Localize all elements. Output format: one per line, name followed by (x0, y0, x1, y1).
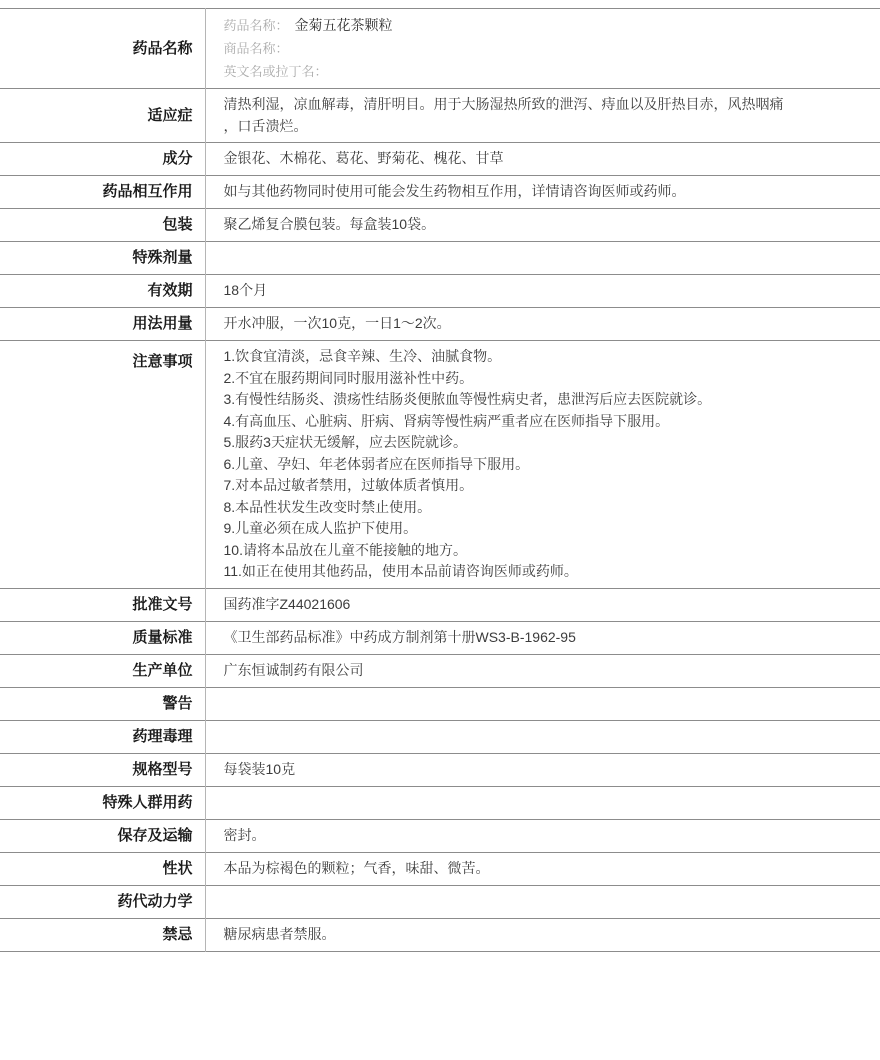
drug-info-table-body (0, 9, 880, 952)
table-row (0, 753, 880, 786)
row-header: 质量标准 (0, 621, 205, 654)
row-header: 特殊人群用药 (0, 786, 205, 819)
row-content (205, 885, 880, 918)
table-row (0, 852, 880, 885)
row-header: 药代动力学 (0, 885, 205, 918)
name-field-line (224, 60, 865, 83)
row-header: 禁忌 (0, 918, 205, 951)
table-row (0, 588, 880, 621)
field-label: 商品名称： (223, 41, 289, 56)
row-header: 保存及运输 (0, 819, 205, 852)
row-header: 药理毒理 (0, 720, 205, 753)
content-line: 金银花、木棉花、葛花、野菊花、槐花、甘草 (223, 150, 504, 167)
row-content (205, 275, 880, 308)
content-line: 广东恒诚制药有限公司 (223, 661, 364, 678)
row-header: 特殊剂量 (0, 242, 205, 275)
row-header: 适应症 (0, 89, 205, 143)
row-header: 性状 (0, 852, 205, 885)
field-value: 金菊五花茶颗粒 (294, 17, 393, 33)
table-row (0, 89, 880, 143)
field-label: 英文名或拉丁名： (223, 64, 328, 79)
content-line: 9.儿童必须在成人监护下使用。 (223, 520, 418, 536)
table-row (0, 918, 880, 951)
row-header: 包装 (0, 209, 205, 242)
content-line: 8.本品性状发生改变时禁止使用。 (223, 498, 432, 515)
drug-info-table (0, 8, 880, 952)
table-row (0, 341, 880, 589)
row-content (205, 918, 880, 951)
table-row (0, 9, 880, 89)
table-row (0, 786, 880, 819)
row-content (205, 341, 880, 589)
row-header: 用法用量 (0, 308, 205, 341)
row-header: 批准文号 (0, 588, 205, 621)
row-content (205, 9, 880, 89)
row-header: 有效期 (0, 275, 205, 308)
row-content (205, 143, 880, 176)
content-line: 18个月 (223, 282, 268, 299)
content-line: 如与其他药物同时使用可能会发生药物相互作用，详情请咨询医师或药师。 (223, 183, 686, 200)
content-line: ，口舌溃烂。 (223, 117, 308, 134)
table-row (0, 308, 880, 341)
content-line: 密封。 (223, 826, 266, 843)
content-line: 10.请将本品放在儿童不能接触的地方。 (223, 541, 467, 558)
content-line: 每袋装10克 (223, 760, 296, 777)
row-header: 注意事项 (0, 341, 205, 589)
content-line: 本品为棕褐色的颗粒；气香，味甜、微苦。 (223, 859, 490, 876)
content-line: 《卫生部药品标准》中药成方制剂第十册WS3-B-1962-95 (223, 628, 576, 645)
row-header: 药品名称 (0, 9, 205, 89)
row-content (205, 753, 880, 786)
content-line: 1.饮食宜清淡，忌食辛辣、生冷、油腻食物。 (223, 348, 502, 364)
content-line: 糖尿病患者禁服。 (223, 925, 336, 942)
row-header: 药品相互作用 (0, 176, 205, 209)
content-line: 7.对本品过敏者禁用，过敏体质者慎用。 (223, 477, 474, 493)
content-line: 4.有高血压、心脏病、肝病、肾病等慢性病严重者应在医师指导下服用。 (223, 412, 670, 429)
content-line: 2.不宜在服药期间同时服用滋补性中药。 (223, 369, 474, 386)
content-line: 3.有慢性结肠炎、溃疡性结肠炎便脓血等慢性病史者，患泄泻后应去医院就诊。 (223, 391, 712, 407)
row-content (205, 176, 880, 209)
table-row (0, 275, 880, 308)
row-content (205, 654, 880, 687)
content-line: 6.儿童、孕妇、年老体弱者应在医师指导下服用。 (223, 455, 530, 472)
row-content (205, 786, 880, 819)
row-content (205, 621, 880, 654)
table-row (0, 687, 880, 720)
row-header: 成分 (0, 143, 205, 176)
row-content (205, 308, 880, 341)
table-row (0, 654, 880, 687)
name-field-line (224, 14, 865, 37)
table-row (0, 209, 880, 242)
row-header: 生产单位 (0, 654, 205, 687)
row-header: 规格型号 (0, 753, 205, 786)
content-line: 开水冲服，一次10克，一日1～2次。 (223, 315, 451, 332)
table-row (0, 242, 880, 275)
row-content (205, 89, 880, 143)
row-content (205, 687, 880, 720)
table-row (0, 819, 880, 852)
table-row (0, 720, 880, 753)
table-row (0, 621, 880, 654)
content-line: 清热利湿，凉血解毒，清肝明目。用于大肠湿热所致的泄泻、痔血以及肝热目赤，风热咽痛 (223, 96, 784, 112)
row-content (205, 819, 880, 852)
content-line: 11.如正在使用其他药品，使用本品前请咨询医师或药师。 (223, 563, 578, 579)
row-content (205, 720, 880, 753)
name-field-line (224, 37, 865, 60)
content-line: 5.服药3天症状无缓解，应去医院就诊。 (223, 434, 467, 450)
row-content (205, 588, 880, 621)
content-line: 聚乙烯复合膜包装。每盒装10袋。 (223, 216, 436, 233)
row-content (205, 242, 880, 275)
table-row (0, 885, 880, 918)
row-content (205, 852, 880, 885)
row-header: 警告 (0, 687, 205, 720)
table-row (0, 143, 880, 176)
field-label: 药品名称： (223, 18, 289, 33)
row-content (205, 209, 880, 242)
table-row (0, 176, 880, 209)
content-line: 国药准字Z44021606 (223, 595, 351, 612)
